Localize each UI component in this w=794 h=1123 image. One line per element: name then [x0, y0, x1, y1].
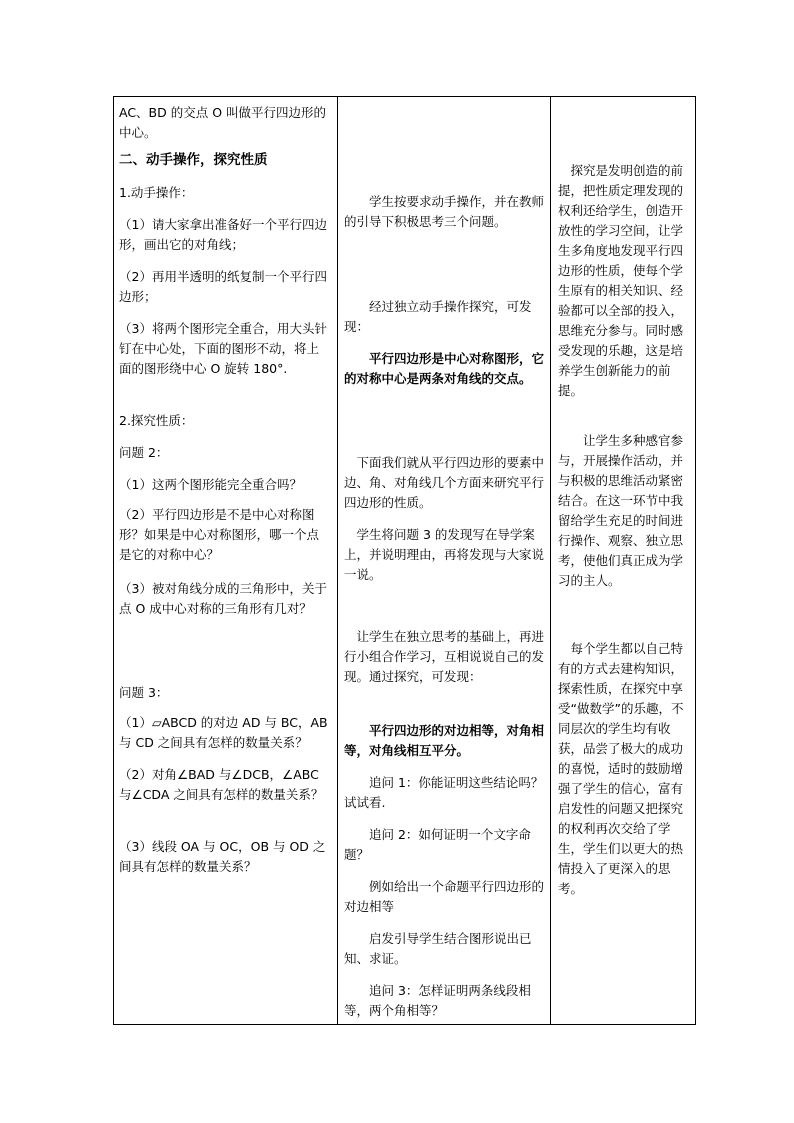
paragraph: 每个学生都以自己特有的方式去建构知识，探索性质，在探究中享受“做数学”的乐趣，不同层次的学生均有收获，品尝了极大的成功的喜悦，适时的鼓励增强了学生的信心，富有启发性的问题又把探究的权利再次交给了学生，学生们以更大的热情投入了更深入的思考。	[558, 641, 684, 896]
subheading: 1.动手操作：	[119, 185, 194, 200]
paragraph: 启发引导学生结合图形说出已知、求证。	[344, 931, 532, 966]
paragraph: 下面我们就从平行四边形的要素中边、角、对角线几个方面来研究平行四边形的性质。	[344, 455, 545, 510]
lesson-table	[113, 96, 696, 1025]
key-conclusion: 平行四边形是中心对称图形，它的对称中心是两条对角线的交点。	[344, 351, 545, 386]
paragraph: （3）被对角线分成的三角形中，关于点 O 成中心对称的三角形有几对？	[119, 581, 327, 616]
paragraph: （2）再用半透明的纸复制一个平行四边形；	[119, 269, 327, 304]
paragraph: （3）线段 OA 与 OC，OB 与 OD 之间具有怎样的数量关系？	[119, 839, 326, 874]
paragraph: （1）这两个图形能完全重合吗？	[119, 477, 302, 492]
paragraph: （3）将两个图形完全重合，用大头针钉在中心处，下面的图形不动，将上面的图形绕中心 O 旋转 180°.	[119, 321, 327, 376]
paragraph: 追问 3：怎样证明两条线段相等，两个角相等？	[344, 983, 531, 1018]
subheading: 2.探究性质：	[119, 413, 194, 428]
section-heading: 二、动手操作，探究性质	[119, 152, 268, 168]
paragraph: （2）平行四边形是不是中心对称图形？如果是中心对称图形，哪一个点是它的对称中心？	[119, 507, 320, 562]
paragraph: 追问 1：你能证明这些结论吗？试试看.	[344, 775, 544, 810]
paragraph: AC、BD 的交点 O 叫做平行四边形的中心。	[119, 105, 327, 140]
column-divider	[337, 97, 338, 1024]
paragraph: 追问 2：如何证明一个文字命题？	[344, 827, 531, 862]
question-label: 问题 2：	[119, 445, 169, 460]
paragraph: 经过独立动手操作探究，可发现：	[344, 299, 532, 334]
paragraph: 探究是发明创造的前提，把性质定理发现的权利还给学生，创造开放性的学习空间，让学生多角度地发现平行四边形的性质，使每个学生原有的相关知识、经验都可以全部的投入，思维充分参与。同时感受发现的乐趣，这是培养学生创新能力的前提。	[558, 163, 684, 398]
paragraph: 学生将问题 3 的发现写在导学案上，并说明理由，再将发现与大家说一说。	[344, 527, 545, 582]
paragraph: 学生按要求动手操作，并在教师的引导下积极思考三个问题。	[344, 194, 545, 229]
paragraph: 让学生在独立思考的基础上，再进行小组合作学习，互相说说自己的发现。通过探究，可发现：	[344, 629, 545, 684]
paragraph: 让学生多种感官参与，开展操作活动，并与积极的思维活动紧密结合。在这一环节中我留给学生充足的时间进行操作、观察、独立思考，使他们真正成为学习的主人。	[558, 433, 684, 588]
paragraph: 例如给出一个命题平行四边形的对边相等	[344, 879, 545, 914]
paragraph: （1）▱ABCD 的对边 AD 与 BC，AB 与 CD 之间具有怎样的数量关系？	[119, 715, 328, 750]
column-divider	[550, 97, 551, 1024]
paragraph: （2）对角∠BAD 与∠DCB，∠ABC 与∠CDA 之间具有怎样的数量关系？	[119, 767, 324, 802]
key-conclusion: 平行四边形的对边相等，对角相等，对角线相互平分。	[344, 723, 545, 758]
question-label: 问题 3：	[119, 685, 169, 700]
paragraph: （1）请大家拿出准备好一个平行四边形，画出它的对角线；	[119, 217, 327, 252]
